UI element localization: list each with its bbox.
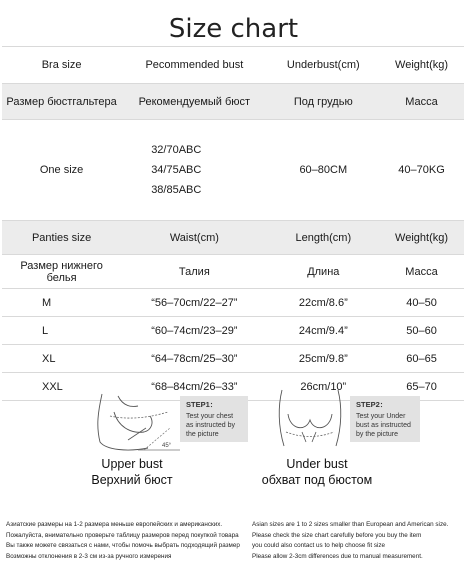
bust-value: 32/70ABC [151,144,202,156]
upper-bust-caption-en: Upper bust [101,457,163,471]
underbust-header-ru: Под грудью [268,84,380,120]
panties-weight-header: Weight(kg) [379,221,464,255]
waist-header-ru: Талия [121,255,267,289]
step1-text: Test your chest as instructed by the picture [186,413,236,438]
panties-size: L [2,317,121,345]
under-bust-illustration [272,386,348,456]
panties-size: M [2,289,121,317]
upper-bust-illustration [88,392,184,454]
note-en-line: you could also contact us to help choose fit size [252,542,386,549]
panties-header-en [2,221,464,255]
bust-value: 34/75ABC [151,164,202,176]
note-ru-line: Пожалуйста, внимательно проверьте таблицу размеров перед покупкой товара [6,531,239,539]
step1-title: STEP1： [186,400,218,409]
angle-label: 45° [162,443,172,449]
upper-bust-caption [62,456,202,488]
bust-values [121,120,267,221]
waist-header: Waist(cm) [121,221,267,255]
length-header-ru: Длина [268,255,380,289]
panties-row-l [2,317,464,345]
panties-size-header: Panties size [2,221,121,255]
panties-size-header-ru: Размер нижнего белья [2,255,121,289]
step2-box [350,396,420,442]
under-bust-caption-en: Under bust [286,457,348,471]
waist-value: “56–70cm/22–27” [121,289,267,317]
recommended-bust-header: Pecommended bust [121,47,267,84]
weight-value: 40–70KG [379,120,464,221]
under-bust-caption-ru: обхват под бюстом [261,473,373,487]
panties-size: XL [2,345,121,373]
note-en-line: Please check the size chart carefully before you buy the item [252,531,422,539]
bra-row-one-size [2,120,464,221]
bra-size-header-ru: Размер бюстгальтера [2,84,121,120]
bra-size-value: One size [2,120,121,221]
step2-title: STEP2： [356,400,388,409]
length-value: 26cm/10” [268,373,380,401]
bust-value: 38/85ABC [151,184,202,196]
weight-header: Weight(kg) [379,47,464,84]
weight-header-ru: Масса [379,84,464,120]
panties-weight-value: 50–60 [379,317,464,345]
page-title: Size chart [168,14,299,44]
note-en-line: Please allow 2-3cm differences due to manual measurement. [252,552,423,560]
panties-weight-value: 40–50 [379,289,464,317]
panties-row-m [2,289,464,317]
notes-en [252,520,464,562]
size-table [2,46,464,401]
panties-weight-header-ru: Масса [379,255,464,289]
underbust-header: Underbust(cm) [268,47,380,84]
panties-row-xl [2,345,464,373]
note-ru-line: Азиатские размеры на 1-2 размера меньше европейских и американских. [6,521,223,528]
length-header: Length(cm) [268,221,380,255]
step1-box [180,396,248,442]
note-ru-line: Вы также можете связаться с нами, чтобы помочь выбрать подходящий размер [6,542,240,549]
under-bust-caption [242,456,392,488]
waist-value: “64–78cm/25–30” [121,345,267,373]
panties-header-ru [2,255,464,289]
note-en-line: Asian sizes are 1 to 2 sizes smaller than European and American size. [252,521,449,528]
underbust-value: 60–80CM [268,120,380,221]
panties-weight-value: 60–65 [379,345,464,373]
recommended-bust-header-ru: Рекомендуемый бюст [121,84,267,120]
length-value: 22cm/8.6” [268,289,380,317]
upper-bust-caption-ru: Верхний бюст [91,473,173,487]
notes-ru [6,520,242,562]
note-ru-line: Возможны отклонения в 2-3 см из-за ручного измерения [6,552,172,560]
length-value: 24cm/9.4” [268,317,380,345]
step2-text: Test your Under bust as instructed by the picture [356,413,411,438]
waist-value: “60–74cm/23–29” [121,317,267,345]
length-value: 25cm/9.8” [268,345,380,373]
bra-size-header: Bra size [2,47,121,84]
panties-weight-value: 65–70 [379,373,464,401]
bra-header-ru [2,84,464,120]
waist-value: “68–84cm/26–33” [121,373,267,401]
panties-size: XXL [2,373,121,401]
bra-header-en [2,47,464,84]
